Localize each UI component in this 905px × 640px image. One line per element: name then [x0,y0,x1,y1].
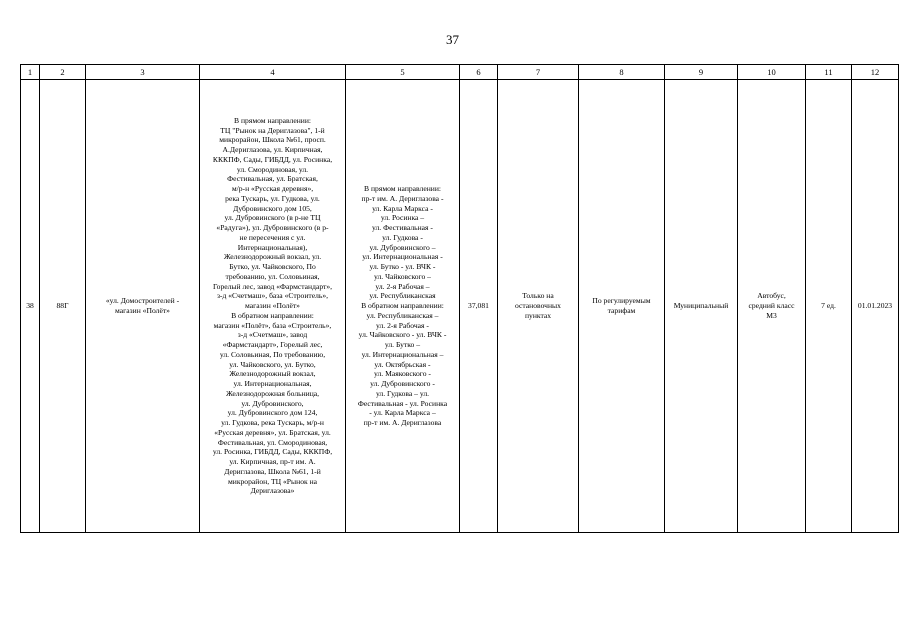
header-cell-10: 10 [738,65,806,80]
cell-text-line: ул. Фестивальная - [372,223,433,233]
cell-text-line: м/р-н «Русская деревня», [231,184,314,194]
cell-text-line: ул. Гудкова - [382,232,423,242]
header-cell-6: 6 [460,65,498,80]
cell-text-line: ул. Чайковского, ул. Бутко, [229,359,316,369]
cell-text-line: ул. Бутко – [384,340,421,350]
cell-text-line: Фестивальная - ул. Росинка [357,398,448,408]
cell-text-line: Фестивальная, ул. Братская, [227,174,318,184]
cell-text-line: магазин «Полёт», база «Строитель», [213,320,332,330]
vehicle-class-cell [738,80,806,533]
cell-text-line: По регулируемым [592,296,651,306]
cell-text-line: Дубровинского дом 105, [233,203,312,213]
header-cell-1: 1 [21,65,40,80]
route-index-cell: 38 [21,80,40,533]
route-streets-cell [346,80,460,533]
cell-text-line: ул. Дубровинского – [369,242,436,252]
cell-text-line: не пересечения с ул. [239,232,306,242]
cell-text-line: микрорайон, ТЦ «Рынок на [227,476,318,486]
cell-text-line: ул. Росинка – [380,213,425,223]
cell-text-line: «Фармстандарт», Горелый лес, [222,340,323,350]
header-cell-12: 12 [852,65,899,80]
cell-text-line: Железнодорожная больница, [225,388,320,398]
cell-text-line: ул. Карла Маркса - [372,203,433,213]
cell-text-line: КККПФ, Сады, ГИБДД, ул. Росинка, [212,154,333,164]
header-cell-11: 11 [806,65,852,80]
cell-text-line: Бутко, ул. Чайковского, По [229,262,316,272]
carrier-type-cell: Муниципальный [665,80,738,533]
cell-text-line: ул. Республиканская [369,291,436,301]
cell-text-line: М3 [766,310,777,320]
cell-text-line: Только на [522,291,554,301]
cell-text-line: магазин «Полёт» [115,306,170,315]
cell-text-line: А.Дериглазова, ул. Кирпичная, [222,145,323,155]
header-row [21,65,899,80]
cell-text-line: В прямом направлении: [234,115,311,125]
cell-text-line: Дериглазова» [250,486,295,496]
route-number-cell: 88Г [40,80,86,533]
cell-text-line: ул. Интернациональная - [362,252,443,262]
cell-text-line: ул. Интернациональная, [233,379,312,389]
start-date-cell: 01.01.2023 [852,80,899,533]
cell-text-line: ул. Бутко - ул. ВЧК - [369,262,436,272]
cell-text-line: ул. Республиканская – [366,310,439,320]
cell-text-line: В прямом направлении: [364,184,441,194]
cell-text-line: ул. Смородиновая, ул. [236,164,309,174]
header-cell-3: 3 [86,65,200,80]
route-name-cell [86,80,200,533]
cell-text-line: пр-т им. А. Дериглазова - [361,193,444,203]
cell-text-line: Интернациональная), [237,242,308,252]
cell-text-line: В обратном направлении: [231,310,314,320]
route-row [21,80,899,533]
cell-text-line: пр-т им. А. Дериглазова [363,418,442,428]
cell-text-line: ул. 2-я Рабочая – [375,281,430,291]
cell-text-line: ул. Маяковского - [374,369,431,379]
page-number: 37 [446,32,459,47]
cell-text-line: ул. Дубровинского, [241,398,304,408]
cell-text-line: требованию, ул. Соловьиная, [225,271,320,281]
cell-text-line: ул. Гудкова – ул. [375,388,430,398]
cell-text-line: река Тускарь, ул. Гудкова, ул. [225,193,320,203]
route-table [20,64,899,533]
vehicle-count-cell: 7 ед. [806,80,852,533]
cell-text-line: пунктах [524,310,552,320]
cell-text-line: Фестивальная, ул. Смородиновая, [217,437,328,447]
boarding-order-cell [498,80,579,533]
cell-text-line: тарифам [607,306,636,315]
cell-text-line: ул. Дубровинского - [370,379,435,389]
tariff-cell [579,80,665,533]
cell-text-line: з-д «Счетмаш», база «Строитель», [216,291,329,301]
cell-text-line: остановочных [515,301,561,311]
cell-text-line: ул. Росинка, ГИБДД, Сады, КККПФ, [212,447,333,457]
cell-text-line: Горелый лес, завод «Фармстандарт», [212,281,333,291]
cell-text-line: ТЦ "Рынок на Дериглазова", 1-й [220,125,325,135]
header-cell-9: 9 [665,65,738,80]
cell-text-line: В обратном направлении: [361,301,444,311]
header-cell-2: 2 [40,65,86,80]
cell-text-line: Автобус, [757,291,786,301]
cell-text-line: ул. Дубровинского дом 124, [227,408,318,418]
cell-text-line: ул. 2-я Рабочая - [376,320,429,330]
cell-text-line: средний класс [748,301,795,311]
cell-text-line: Дериглазова, Школа №61, 1-й [224,466,321,476]
cell-text-line: ул. Чайковского - ул. ВЧК - [358,330,447,340]
cell-text-line: ул. Гудкова, река Тускарь, м/р-н [221,418,324,428]
route-stops-cell [200,80,346,533]
cell-text-line: ул. Кирпичная, пр-т им. А. [229,457,316,467]
cell-text-line: ул. Чайковского – [374,271,431,281]
cell-text-line: магазин «Полёт» [245,301,300,311]
cell-text-line: Железнодорожный вокзал, [229,369,316,379]
cell-text-line: ул. Дубровинского (в р-не ТЦ [224,213,321,223]
cell-text-line: з-д «Счетмаш», завод [237,330,308,340]
cell-text-line: ул. Интернациональная – [361,349,444,359]
header-cell-5: 5 [346,65,460,80]
cell-text-line: ул. Соловьиная, По требованию, [219,349,326,359]
cell-text-line: Железнодорожный вокзал, ул. [223,252,322,262]
cell-text-line: микрорайон, Школа №61, просп. [219,135,326,145]
route-length-cell: 37,081 [460,80,498,533]
cell-text-line: «ул. Домостроителей - [105,296,180,306]
cell-text-line: ул. Октябрьская - [374,359,431,369]
header-cell-7: 7 [498,65,579,80]
cell-text-line: «Радуга»), ул. Дубровинского (в р- [216,223,329,233]
cell-text-line: - ул. Карла Маркса – [369,408,436,418]
header-cell-4: 4 [200,65,346,80]
header-cell-8: 8 [579,65,665,80]
cell-text-line: «Русская деревня», ул. Братская, ул. [214,427,331,437]
